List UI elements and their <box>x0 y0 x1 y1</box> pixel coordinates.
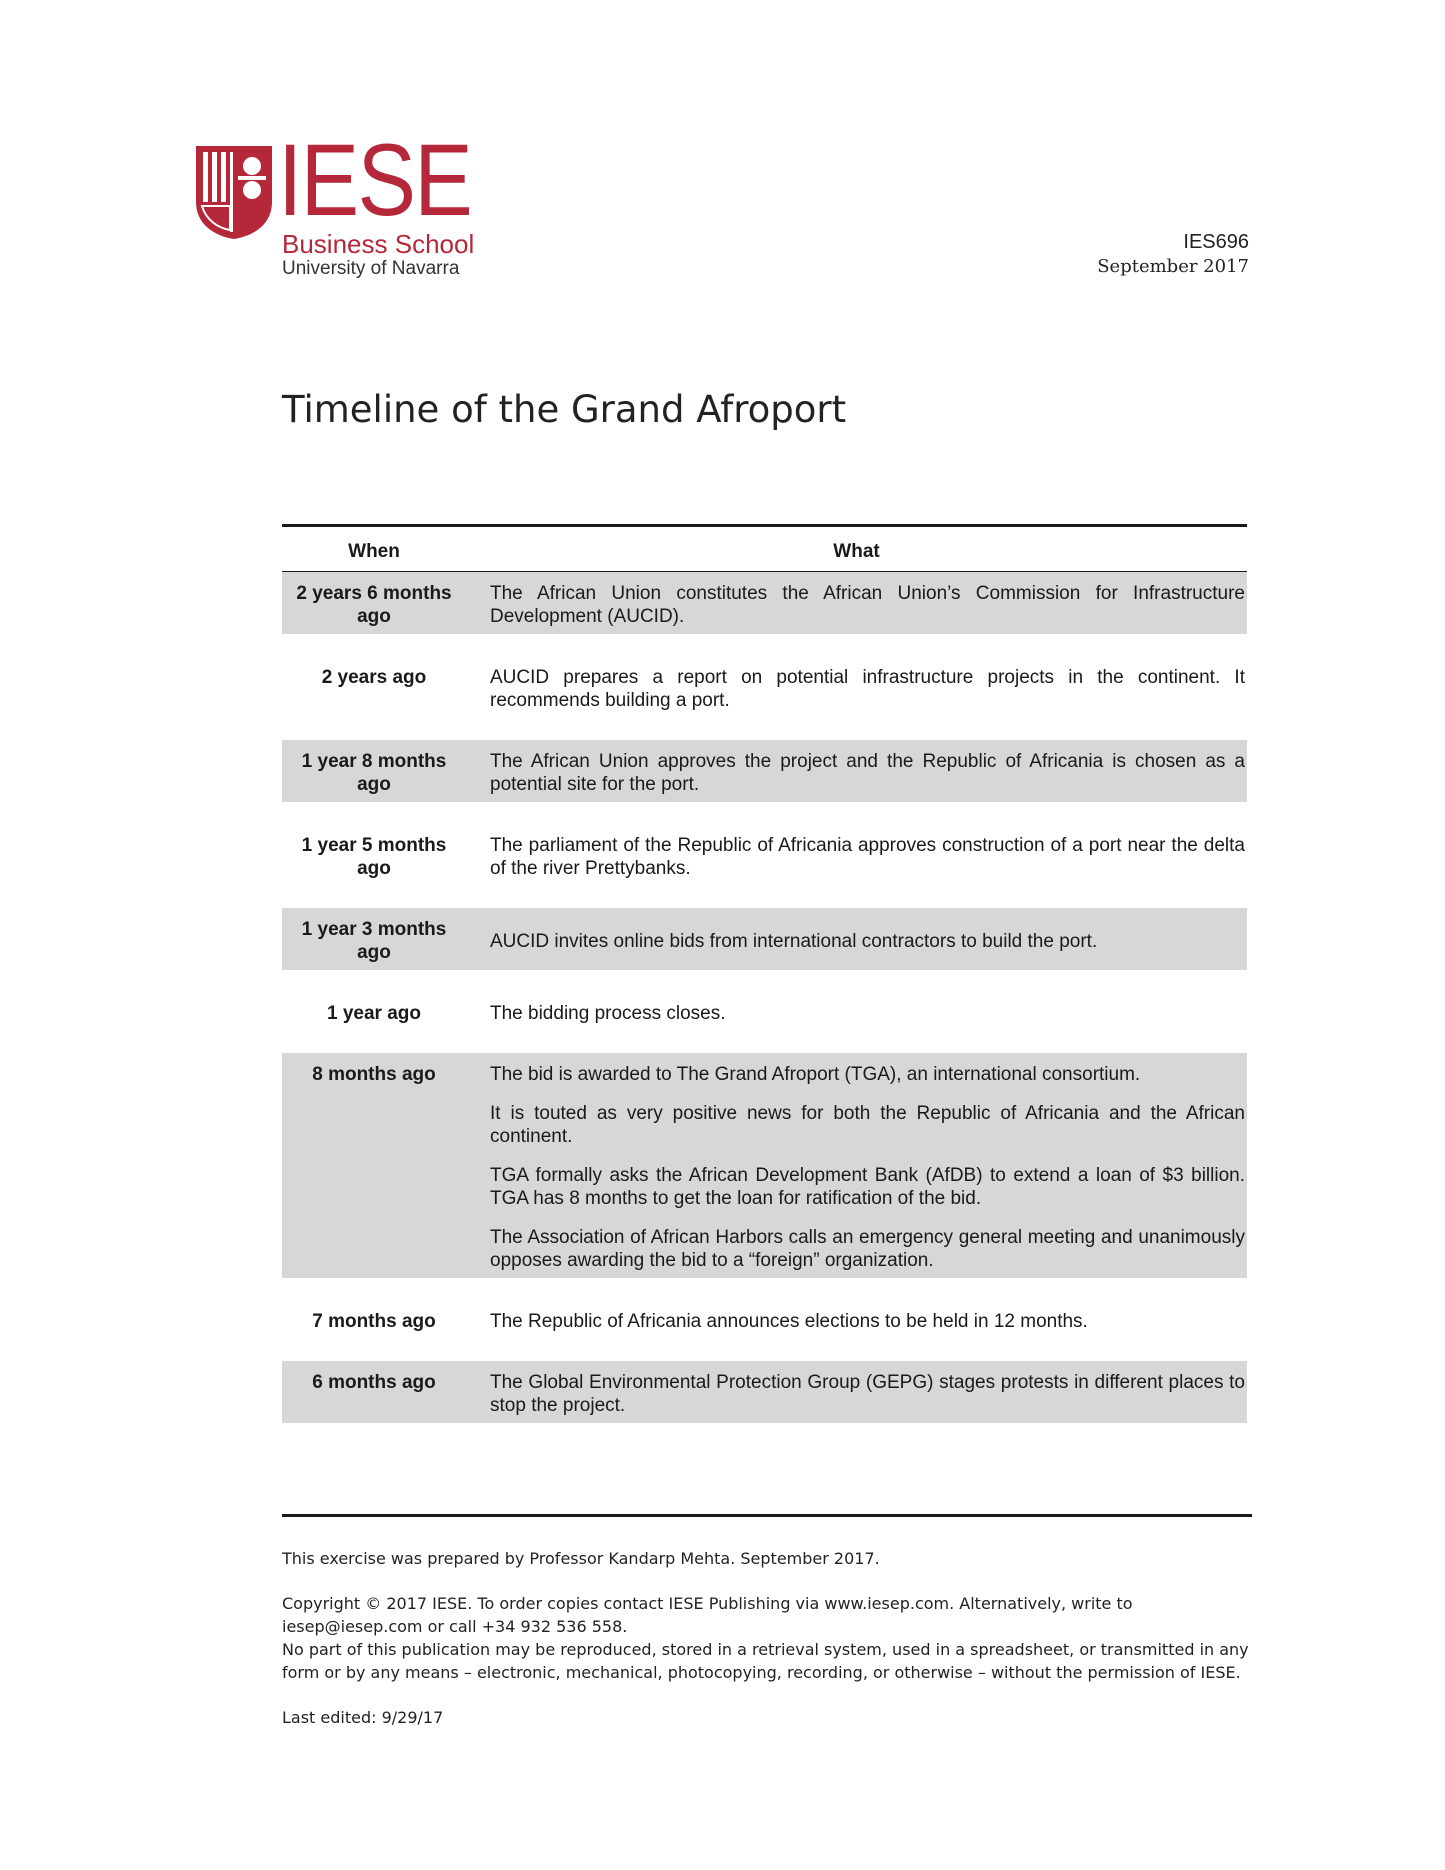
what-cell <box>466 572 1247 635</box>
table-row <box>282 572 1247 635</box>
table-row <box>282 992 1247 1031</box>
table-row <box>282 1053 1247 1278</box>
table-row <box>282 908 1247 970</box>
event-text: It is touted as very positive news for both the Republic of Africania and the African continent. <box>490 1103 1245 1147</box>
when-cell: 8 months ago <box>282 1053 466 1278</box>
table-row <box>282 824 1247 886</box>
document-code: IES696 <box>1183 231 1249 253</box>
table-row <box>282 1361 1247 1423</box>
logo-wordmark: IESE <box>278 123 472 237</box>
event-text: The Republic of Africania announces elections to be held in 12 months. <box>490 1311 1088 1332</box>
when-cell: 2 years ago <box>321 667 427 688</box>
what-cell <box>466 1053 1247 1278</box>
when-cell: 6 months ago <box>282 1361 466 1423</box>
event-text: The African Union constitutes the African Union’s Commission for Infrastructure Development (AUCID). <box>490 583 1245 627</box>
event-text: The Association of African Harbors calls an emergency general meeting and unanimously opposes awarding the bid to a “foreign” organization. <box>490 1227 1245 1271</box>
when-cell: 2 years 6 months ago <box>282 572 466 635</box>
when-cell: 1 year 3 months ago <box>282 908 466 970</box>
when-cell: 7 months ago <box>312 1311 436 1332</box>
what-cell <box>466 656 1247 718</box>
logo-business-school: Business School <box>282 229 475 259</box>
what-cell <box>466 740 1247 802</box>
what-cell <box>466 1300 1247 1339</box>
when-cell: 1 year ago <box>327 1003 421 1024</box>
column-header-when: When <box>282 526 466 572</box>
event-text: TGA formally asks the African Development Bank (AfDB) to extend a loan of $3 billion. TGA has 8 months to get the loan for ratification of the bid. <box>490 1165 1245 1209</box>
footer <box>282 1514 1252 1729</box>
table-header-row <box>282 526 1247 572</box>
what-cell <box>466 824 1247 886</box>
table-row <box>282 740 1247 802</box>
event-text: AUCID invites online bids from international contractors to build the port. <box>490 930 1098 952</box>
table-row <box>282 656 1247 718</box>
event-text: The bidding process closes. <box>490 1003 726 1024</box>
what-cell <box>466 908 1247 970</box>
table-row <box>282 1300 1247 1339</box>
timeline-table <box>282 524 1247 1423</box>
footer-divider <box>282 1514 1252 1517</box>
document-date: September 2017 <box>1097 256 1249 277</box>
footer-prepared-by: This exercise was prepared by Professor Kandarp Mehta. September 2017. <box>282 1549 880 1568</box>
logo-university: University of Navarra <box>282 258 460 279</box>
footer-copyright: Copyright © 2017 IESE. To order copies contact IESE Publishing via www.iesep.com. Alternatively, write to iesep@iesep.com or call +34 932 536 558. <box>282 1594 1133 1636</box>
when-cell: 1 year 5 months ago <box>301 835 447 879</box>
column-header-what: What <box>466 526 1247 572</box>
event-text: The parliament of the Republic of Africania approves construction of a port near the delta of the river Prettybanks. <box>490 835 1245 879</box>
what-cell <box>466 1361 1247 1423</box>
page-title: Timeline of the Grand Afroport <box>282 388 847 431</box>
event-text: The African Union approves the project and the Republic of Africania is chosen as a potential site for the port. <box>490 751 1245 795</box>
shield-crest-icon <box>194 144 274 240</box>
event-text: The Global Environmental Protection Group (GEPG) stages protests in different places to stop the project. <box>490 1372 1245 1416</box>
footer-last-edited: Last edited: 9/29/17 <box>282 1708 444 1727</box>
event-text: The bid is awarded to The Grand Afroport (TGA), an international consortium. <box>490 1064 1141 1085</box>
when-cell: 1 year 8 months ago <box>282 740 466 802</box>
event-text: AUCID prepares a report on potential infrastructure projects in the continent. It recommends building a port. <box>490 667 1245 711</box>
what-cell <box>466 992 1247 1031</box>
footer-rights: No part of this publication may be reproduced, stored in a retrieval system, used in a spreadsheet, or transmitted in any form or by any means – electronic, mechanical, photocopying, recording, or otherwise – without the permission of IESE. <box>282 1640 1249 1682</box>
iese-logo <box>194 123 494 288</box>
document-meta <box>1097 230 1249 280</box>
